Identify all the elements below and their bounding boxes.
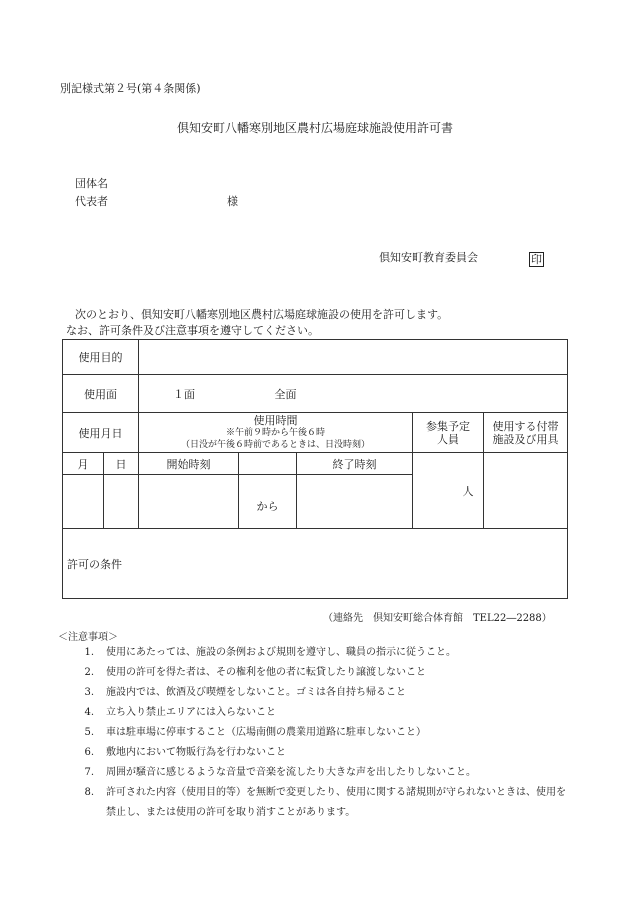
- end-time-label: 終了時刻: [297, 453, 413, 475]
- start-time-label: 開始時刻: [139, 453, 239, 475]
- note-text: 周囲が騒音に感じるような音量で音楽を流したり大きな声を出したりしないこと。: [106, 767, 476, 778]
- note-item: [58, 703, 578, 723]
- note-text: 敷地内において物販行為を行わないこと: [106, 747, 286, 758]
- date-label: 使用月日: [63, 413, 139, 453]
- equipment-field[interactable]: [484, 453, 568, 529]
- end-time-field[interactable]: [297, 475, 413, 529]
- note-item: [58, 663, 578, 683]
- note-item: [58, 763, 578, 783]
- page-title: 倶知安町八幡寒別地区農村広場庭球施設使用許可書: [176, 121, 453, 135]
- equipment-label-2: 施設及び用具: [492, 432, 559, 446]
- note-item: [58, 783, 578, 803]
- equipment-label-1: 使用する付帯: [492, 419, 559, 433]
- note-text: 施設内では、飲酒及び喫煙をしないこと。ゴミは各自持ち帰ること: [106, 687, 406, 698]
- day-label: 日: [104, 453, 139, 475]
- group-name-label: 団体名: [75, 177, 108, 190]
- courts-option-2[interactable]: 全面: [274, 387, 297, 401]
- time-header: [139, 413, 413, 453]
- courts-option-1[interactable]: １面: [173, 387, 195, 401]
- person-unit: 人: [462, 484, 474, 498]
- note-number: 5.: [84, 727, 94, 738]
- courts-field[interactable]: [139, 375, 568, 413]
- note-number: 2.: [84, 667, 94, 678]
- courts-label: 使用面: [63, 375, 139, 413]
- time-label: 使用時間: [253, 413, 298, 427]
- participants-header: [413, 413, 484, 453]
- participants-field[interactable]: [413, 453, 484, 529]
- spacer-cell: [239, 453, 297, 475]
- notes-heading: ＜注意事項＞: [58, 632, 118, 643]
- start-time-field[interactable]: [139, 475, 239, 529]
- conditions-field[interactable]: [63, 529, 568, 599]
- honorific: 様: [227, 195, 238, 208]
- note-number: 4.: [84, 707, 94, 718]
- purpose-label: 使用目的: [63, 340, 139, 375]
- note-item: [58, 743, 578, 763]
- seal-stamp: [529, 248, 544, 267]
- seal-char: 印: [531, 253, 542, 266]
- note-text: 使用にあたっては、施設の条例および規則を遵守し、職員の指示に従うこと。: [106, 647, 456, 658]
- representative-label: 代表者: [75, 195, 108, 208]
- note-number: 6.: [84, 747, 94, 758]
- note-text: 許可された内容（使用目的等）を無断で変更したり、使用に関する諸規則が守られないときは、使用を: [106, 787, 566, 798]
- time-note-1: ※午前９時から午後６時: [225, 427, 325, 438]
- note-item: [58, 683, 578, 703]
- note-text: 使用の許可を得た者は、その権利を他の者に転貸したり譲渡しないこと: [106, 667, 426, 678]
- intro-line-2: なお、許可条件及び注意事項を遵守してください。: [66, 324, 319, 337]
- month-label: 月: [63, 453, 104, 475]
- equipment-header: [484, 413, 568, 453]
- contact-info: （連絡先 倶知安町総合体育館 TEL22―2288）: [323, 613, 552, 624]
- permit-table: [62, 339, 568, 599]
- time-note-2: （日没が午後６時前であるときは、日没時刻）: [180, 439, 370, 450]
- note-number: 8.: [84, 787, 94, 798]
- day-field[interactable]: [104, 475, 139, 529]
- intro-line-1: 次のとおり、倶知安町八幡寒別地区農村広場庭球施設の使用を許可します。: [75, 308, 449, 321]
- note-number: 3.: [84, 687, 94, 698]
- note-number: 7.: [84, 767, 94, 778]
- purpose-field[interactable]: [139, 340, 568, 375]
- note-item: [58, 643, 578, 663]
- participants-label-1: 参集予定: [426, 419, 470, 433]
- notes-list: [58, 643, 578, 823]
- participants-label-2: 人員: [437, 432, 459, 446]
- note-text: 車は駐車場に停車すること（広場南側の農業用道路に駐車しないこと）: [106, 727, 426, 738]
- from-label: から: [239, 475, 297, 529]
- conditions-label: 許可の条件: [67, 557, 122, 571]
- form-number: 別記様式第２号(第４条関係): [60, 82, 201, 95]
- note-text: 立ち入り禁止エリアには入らないこと: [106, 707, 276, 718]
- note-8-continuation: 禁止し、または使用の許可を取り消すことがあります。: [106, 807, 356, 818]
- note-item: [58, 723, 578, 743]
- note-number: 1.: [84, 647, 94, 658]
- issuer: 倶知安町教育委員会: [379, 251, 478, 264]
- month-field[interactable]: [63, 475, 104, 529]
